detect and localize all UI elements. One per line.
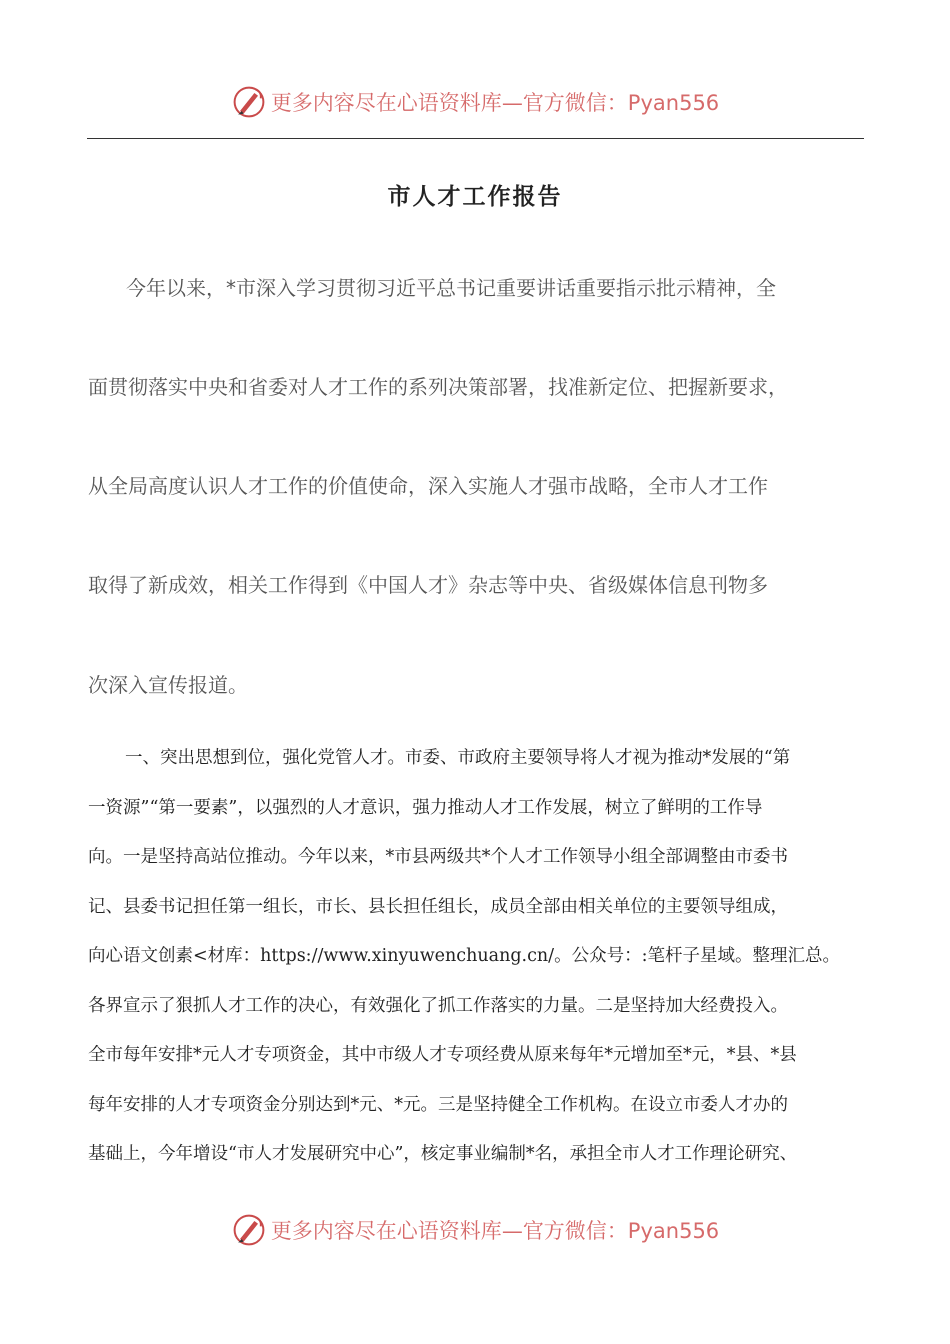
body-line: 基础上，今年增设“市人才发展研究中心”，核定事业编制*名，承担全市人才工作理论研究、 (88, 1144, 798, 1164)
body-line: 全市每年安排*元人才专项资金，其中市级人才专项经费从原来每年*元增加至*元，*县、*县 (88, 1045, 797, 1065)
banner-sub-text: —官方微信：Pyan556 (501, 91, 720, 115)
pen-logo-icon (231, 1212, 267, 1248)
body-line: 记、县委书记担任第一组长，市长、县长担任组长，成员全部由相关单位的主要领导组成， (88, 897, 788, 917)
intro-line: 面贯彻落实中央和省委对人才工作的系列决策部署，找准新定位、把握新要求， (88, 375, 788, 399)
banner-sub-text: —官方微信：Pyan556 (501, 1219, 720, 1243)
document-title: 市人才工作报告 (387, 183, 563, 210)
footer-banner (0, 1210, 950, 1250)
intro-line: 次深入宣传报道。 (88, 673, 248, 697)
body-line: 一、突出思想到位，强化党管人才。市委、市政府主要领导将人才视为推动*发展的“第 (125, 748, 791, 768)
intro-line: 从全局高度认识人才工作的价值使命，深入实施人才强市战略，全市人才工作 (88, 474, 768, 498)
body-line: 一资源”“第一要素”，以强烈的人才意识，强力推动人才工作发展，树立了鲜明的工作导 (88, 798, 763, 818)
body-line: 向。一是坚持高站位推动。今年以来，*市县两级共*个人才工作领导小组全部调整由市委书 (88, 847, 788, 867)
body-line: 每年安排的人才专项资金分别达到*元、*元。三是坚持健全工作机构。在设立市委人才办的 (88, 1095, 788, 1115)
intro-line: 取得了新成效，相关工作得到《中国人才》杂志等中央、省级媒体信息刊物多 (88, 573, 768, 597)
banner-main-text: 更多内容尽在心语资料库 (270, 1219, 502, 1243)
banner-main-text: 更多内容尽在心语资料库 (270, 91, 502, 115)
body-line: 各界宣示了狠抓人才工作的决心，有效强化了抓工作落实的力量。二是坚持加大经费投入。 (88, 996, 788, 1016)
header-divider (87, 138, 864, 139)
intro-line: 今年以来，*市深入学习贯彻习近平总书记重要讲话重要指示批示精神，全 (126, 276, 776, 300)
header-banner (0, 82, 950, 122)
pen-logo-icon (231, 84, 267, 120)
body-line: 向心语文创素<材库：https://www.xinyuwenchuang.cn/。公众号：:笔杆子星域。整理汇总。 (88, 946, 840, 966)
